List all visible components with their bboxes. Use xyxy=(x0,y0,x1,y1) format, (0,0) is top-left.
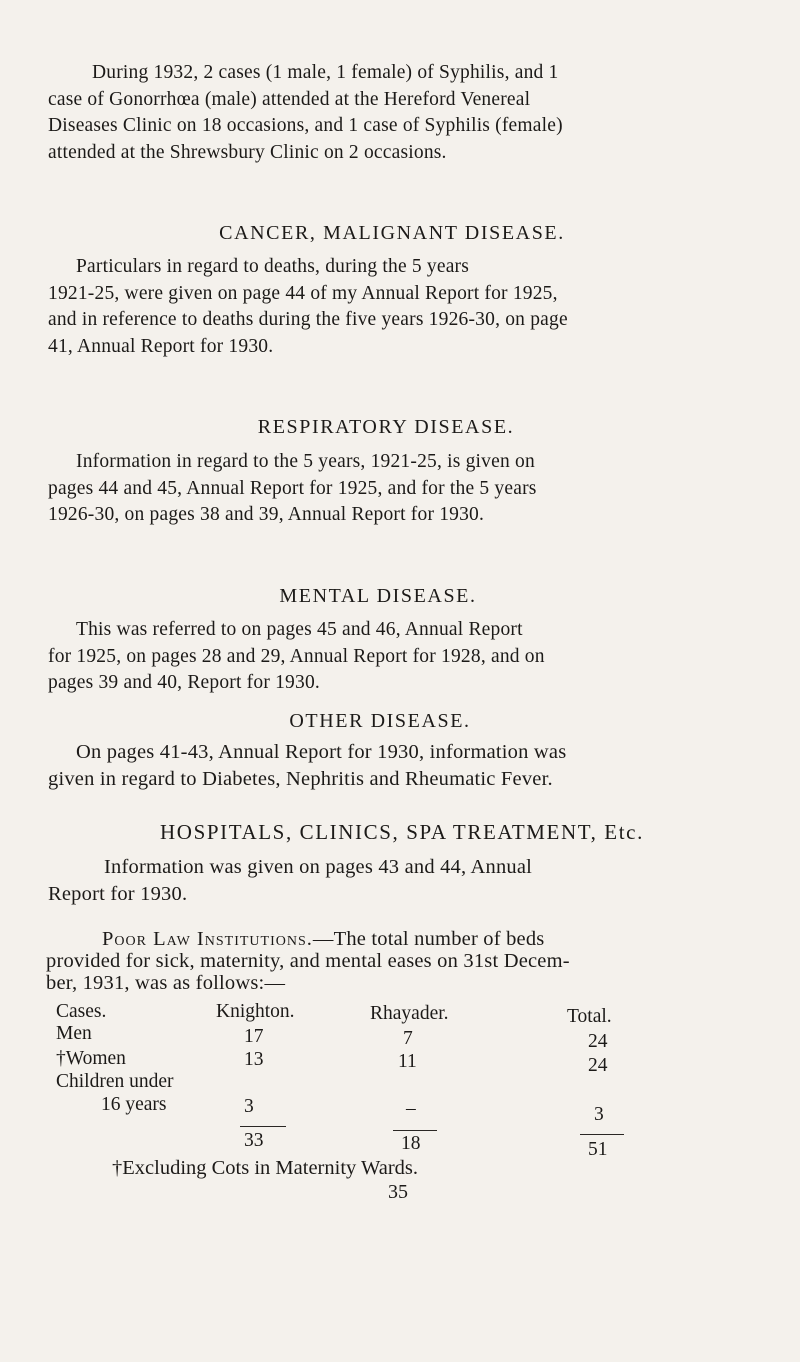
cell-knighton: 13 xyxy=(244,1049,264,1070)
poor-law-lead-rest: —The total number of beds xyxy=(312,928,545,950)
text-line: pages 44 and 45, Annual Report for 1925, and for the 5 years xyxy=(48,477,537,499)
poor-law-lead: Poor Law Institutions. xyxy=(102,928,313,950)
section-heading-respiratory: RESPIRATORY DISEASE. xyxy=(257,416,515,438)
text-line: ber, 1931, was as follows:— xyxy=(46,972,286,994)
total-total: 51 xyxy=(588,1139,608,1160)
text-line: attended at the Shrewsbury Clinic on 2 occasions. xyxy=(48,141,447,163)
col-header-total: Total. xyxy=(567,1006,612,1027)
text-line: for 1925, on pages 28 and 29, Annual Report for 1928, and on xyxy=(48,645,545,667)
total-knighton: 33 xyxy=(244,1130,264,1151)
cell-rhayader: 7 xyxy=(403,1028,413,1049)
text-line: 1921-25, were given on page 44 of my Annual Report for 1925, xyxy=(48,282,558,304)
row-label: †Women xyxy=(56,1048,126,1069)
row-label: Men xyxy=(56,1023,92,1044)
section-heading-hospitals: HOSPITALS, CLINICS, SPA TREATMENT, Etc. xyxy=(160,820,644,844)
sum-rule-rhayader xyxy=(393,1130,437,1131)
sum-rule-knighton xyxy=(240,1126,286,1127)
page-number: 35 xyxy=(388,1181,408,1203)
cell-knighton: 17 xyxy=(244,1026,264,1047)
text-line: 41, Annual Report for 1930. xyxy=(48,335,274,357)
col-header-knighton: Knighton. xyxy=(216,1001,295,1022)
section-heading-cancer: CANCER, MALIGNANT DISEASE. xyxy=(219,222,565,244)
section-heading-other: OTHER DISEASE. xyxy=(289,710,471,732)
sum-rule-total xyxy=(580,1134,624,1135)
text-line: During 1932, 2 cases (1 male, 1 female) of Syphilis, and 1 xyxy=(92,62,559,83)
text-line: pages 39 and 40, Report for 1930. xyxy=(48,672,320,693)
section-heading-mental: MENTAL DISEASE. xyxy=(279,585,477,607)
text-line: 1926-30, on pages 38 and 39, Annual Report for 1930. xyxy=(48,504,485,525)
text-line: Report for 1930. xyxy=(48,882,188,905)
cell-rhayader: – xyxy=(406,1098,416,1119)
text-line: given in regard to Diabetes, Nephritis and Rheumatic Fever. xyxy=(48,767,553,790)
text-line: and in reference to deaths during the five years 1926-30, on page xyxy=(48,309,568,330)
text-line: Information in regard to the 5 years, 1921-25, is given on xyxy=(76,451,535,472)
row-label-cont: 16 years xyxy=(101,1094,167,1115)
text-line: Diseases Clinic on 18 occasions, and 1 case of Syphilis (female) xyxy=(48,115,563,136)
cell-total: 3 xyxy=(594,1104,604,1125)
cell-rhayader: 11 xyxy=(398,1051,417,1072)
text-line: Information was given on pages 43 and 44, Annual xyxy=(104,856,533,878)
row-label: Children under xyxy=(56,1071,174,1092)
cell-knighton: 3 xyxy=(244,1096,254,1117)
text-line: provided for sick, maternity, and mental eases on 31st Decem- xyxy=(46,950,570,972)
cell-total: 24 xyxy=(588,1055,608,1076)
text-line: case of Gonorrhœa (male) attended at the Hereford Venereal xyxy=(48,88,531,110)
text-line: This was referred to on pages 45 and 46, Annual Report xyxy=(76,619,523,640)
footnote: †Excluding Cots in Maternity Wards. xyxy=(112,1157,419,1179)
text-line: On pages 41-43, Annual Report for 1930, information was xyxy=(76,741,567,763)
col-header-rhayader: Rhayader. xyxy=(370,1003,449,1024)
text-line: Particulars in regard to deaths, during the 5 years xyxy=(76,256,470,277)
cell-total: 24 xyxy=(588,1031,608,1052)
total-rhayader: 18 xyxy=(401,1133,421,1154)
col-header-cases: Cases. xyxy=(56,1001,107,1022)
